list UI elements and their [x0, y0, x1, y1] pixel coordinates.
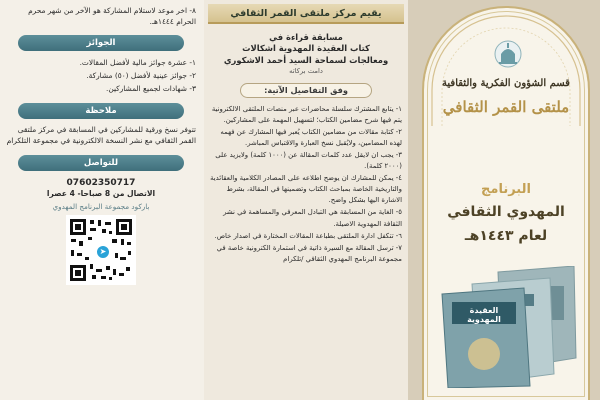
- details-list: [210, 104, 402, 265]
- note-heading: ملاحظة: [18, 103, 184, 119]
- left-panel: [0, 0, 204, 400]
- program-name: المهدوي الثقافي: [447, 204, 565, 220]
- competition-line: كتاب العقيدة المهدوية اشكالات: [242, 43, 370, 54]
- deadline-note: ٨- اخر موعد لاستلام المشاركة هو الآخر من شهر محرم الحرام ١٤٤٤هـ.: [28, 6, 196, 26]
- phone-number: 07602350717: [66, 177, 136, 188]
- competition-line: مسابقة قراءة في: [269, 32, 343, 42]
- middle-panel: [204, 0, 408, 400]
- detail-item: ١- يتابع المشترك سلسلة محاضرات عبر منصات الملتقى الالكترونية يتم فيها شرح مضامين الكتاب؛ لتسهيل المهمة على المشاركين.: [211, 105, 402, 125]
- cover-panel: [408, 0, 600, 400]
- qr-label: باركود مجموعة البرنامج المهدوي: [52, 201, 150, 211]
- telegram-icon: ➤: [95, 244, 111, 260]
- prizes-heading: الجوائز: [18, 35, 184, 51]
- contact-heading: للتواصل: [18, 155, 184, 171]
- prize-item: ١- عشرة جوائز مالية لأفضل المقالات.: [79, 58, 196, 68]
- shrine-dome-logo-icon: [494, 40, 522, 68]
- middle-banner: يقيم مركز ملتقى القمر الثقافي: [208, 4, 404, 24]
- prize-item: ٢- جوائز عينية لأفضل (٥٠) مشاركة.: [86, 71, 196, 81]
- detail-item: ٤- يمكن للمشارك ان يوضح اطلاعه على المصادر الكلامية والعقائدية والتاريخية الخاصة بمباحث الكتاب وتضمينها في المقالة، بشرط الاشارة اليها بشكل واضح.: [210, 174, 402, 205]
- competition-sub: دامت بركاته: [289, 67, 323, 76]
- qr-code: [66, 215, 136, 285]
- details-heading: وفق التفاصيل الآتية:: [240, 83, 372, 98]
- program-year: لعام ١٤٤٣هـ: [464, 228, 548, 244]
- detail-item: ٦- تتكفل ادارة الملتقى بطباعة المقالات المختارة في اصدار خاص.: [214, 231, 402, 240]
- program-label: البرنامج: [481, 182, 531, 197]
- competition-line: ومعالجات لسماحة السيد أحمد الاشكوري: [223, 54, 389, 65]
- forum-name: ملتقى القمر الثقافي: [442, 98, 570, 116]
- books-image: [438, 266, 578, 388]
- institution-name: قسم الشؤون الفكرية والثقافية: [442, 78, 570, 89]
- detail-item: ٧- ترسل المقالة مع السيرة ذاتية في استمارة الكترونية خاصة في مجموعة البرنامج المهدوي الثقافي /تلكرام: [216, 243, 402, 263]
- prize-item: ٣- شهادات لجميع المشاركين.: [105, 83, 196, 93]
- detail-item: ٣- يجب ان لايقل عدد كلمات المقالة عن (١٠٠٠ كلمة) ولايزيد على (٢٠٠٠ كلمة).: [215, 151, 402, 171]
- book-title: العقيدة المهدوية: [467, 306, 501, 324]
- note-text: تتوفر نسخ ورقية للمشاركين في المسابقة في مركز ملتقى القمر الثقافي مع نشر النسخة الالكترونية في مجموعة التلكرام: [6, 125, 196, 145]
- detail-item: ٢- كتابة مقالات من مضامين الكتاب يُعبر فيها المشارك عن فهمه لهذه المضامين، ولايُقبل نسخ العبارة والاقتباس المباشر.: [220, 128, 402, 148]
- contact-hours: الاتصال من 8 صباحا- 4 عصرا: [46, 188, 156, 198]
- book-front: [442, 288, 530, 388]
- detail-item: ٥- الغاية من المسابقة هي التبادل المعرفي والمساهمة في نشر الثقافة المهدوية الاصيلة.: [223, 208, 402, 228]
